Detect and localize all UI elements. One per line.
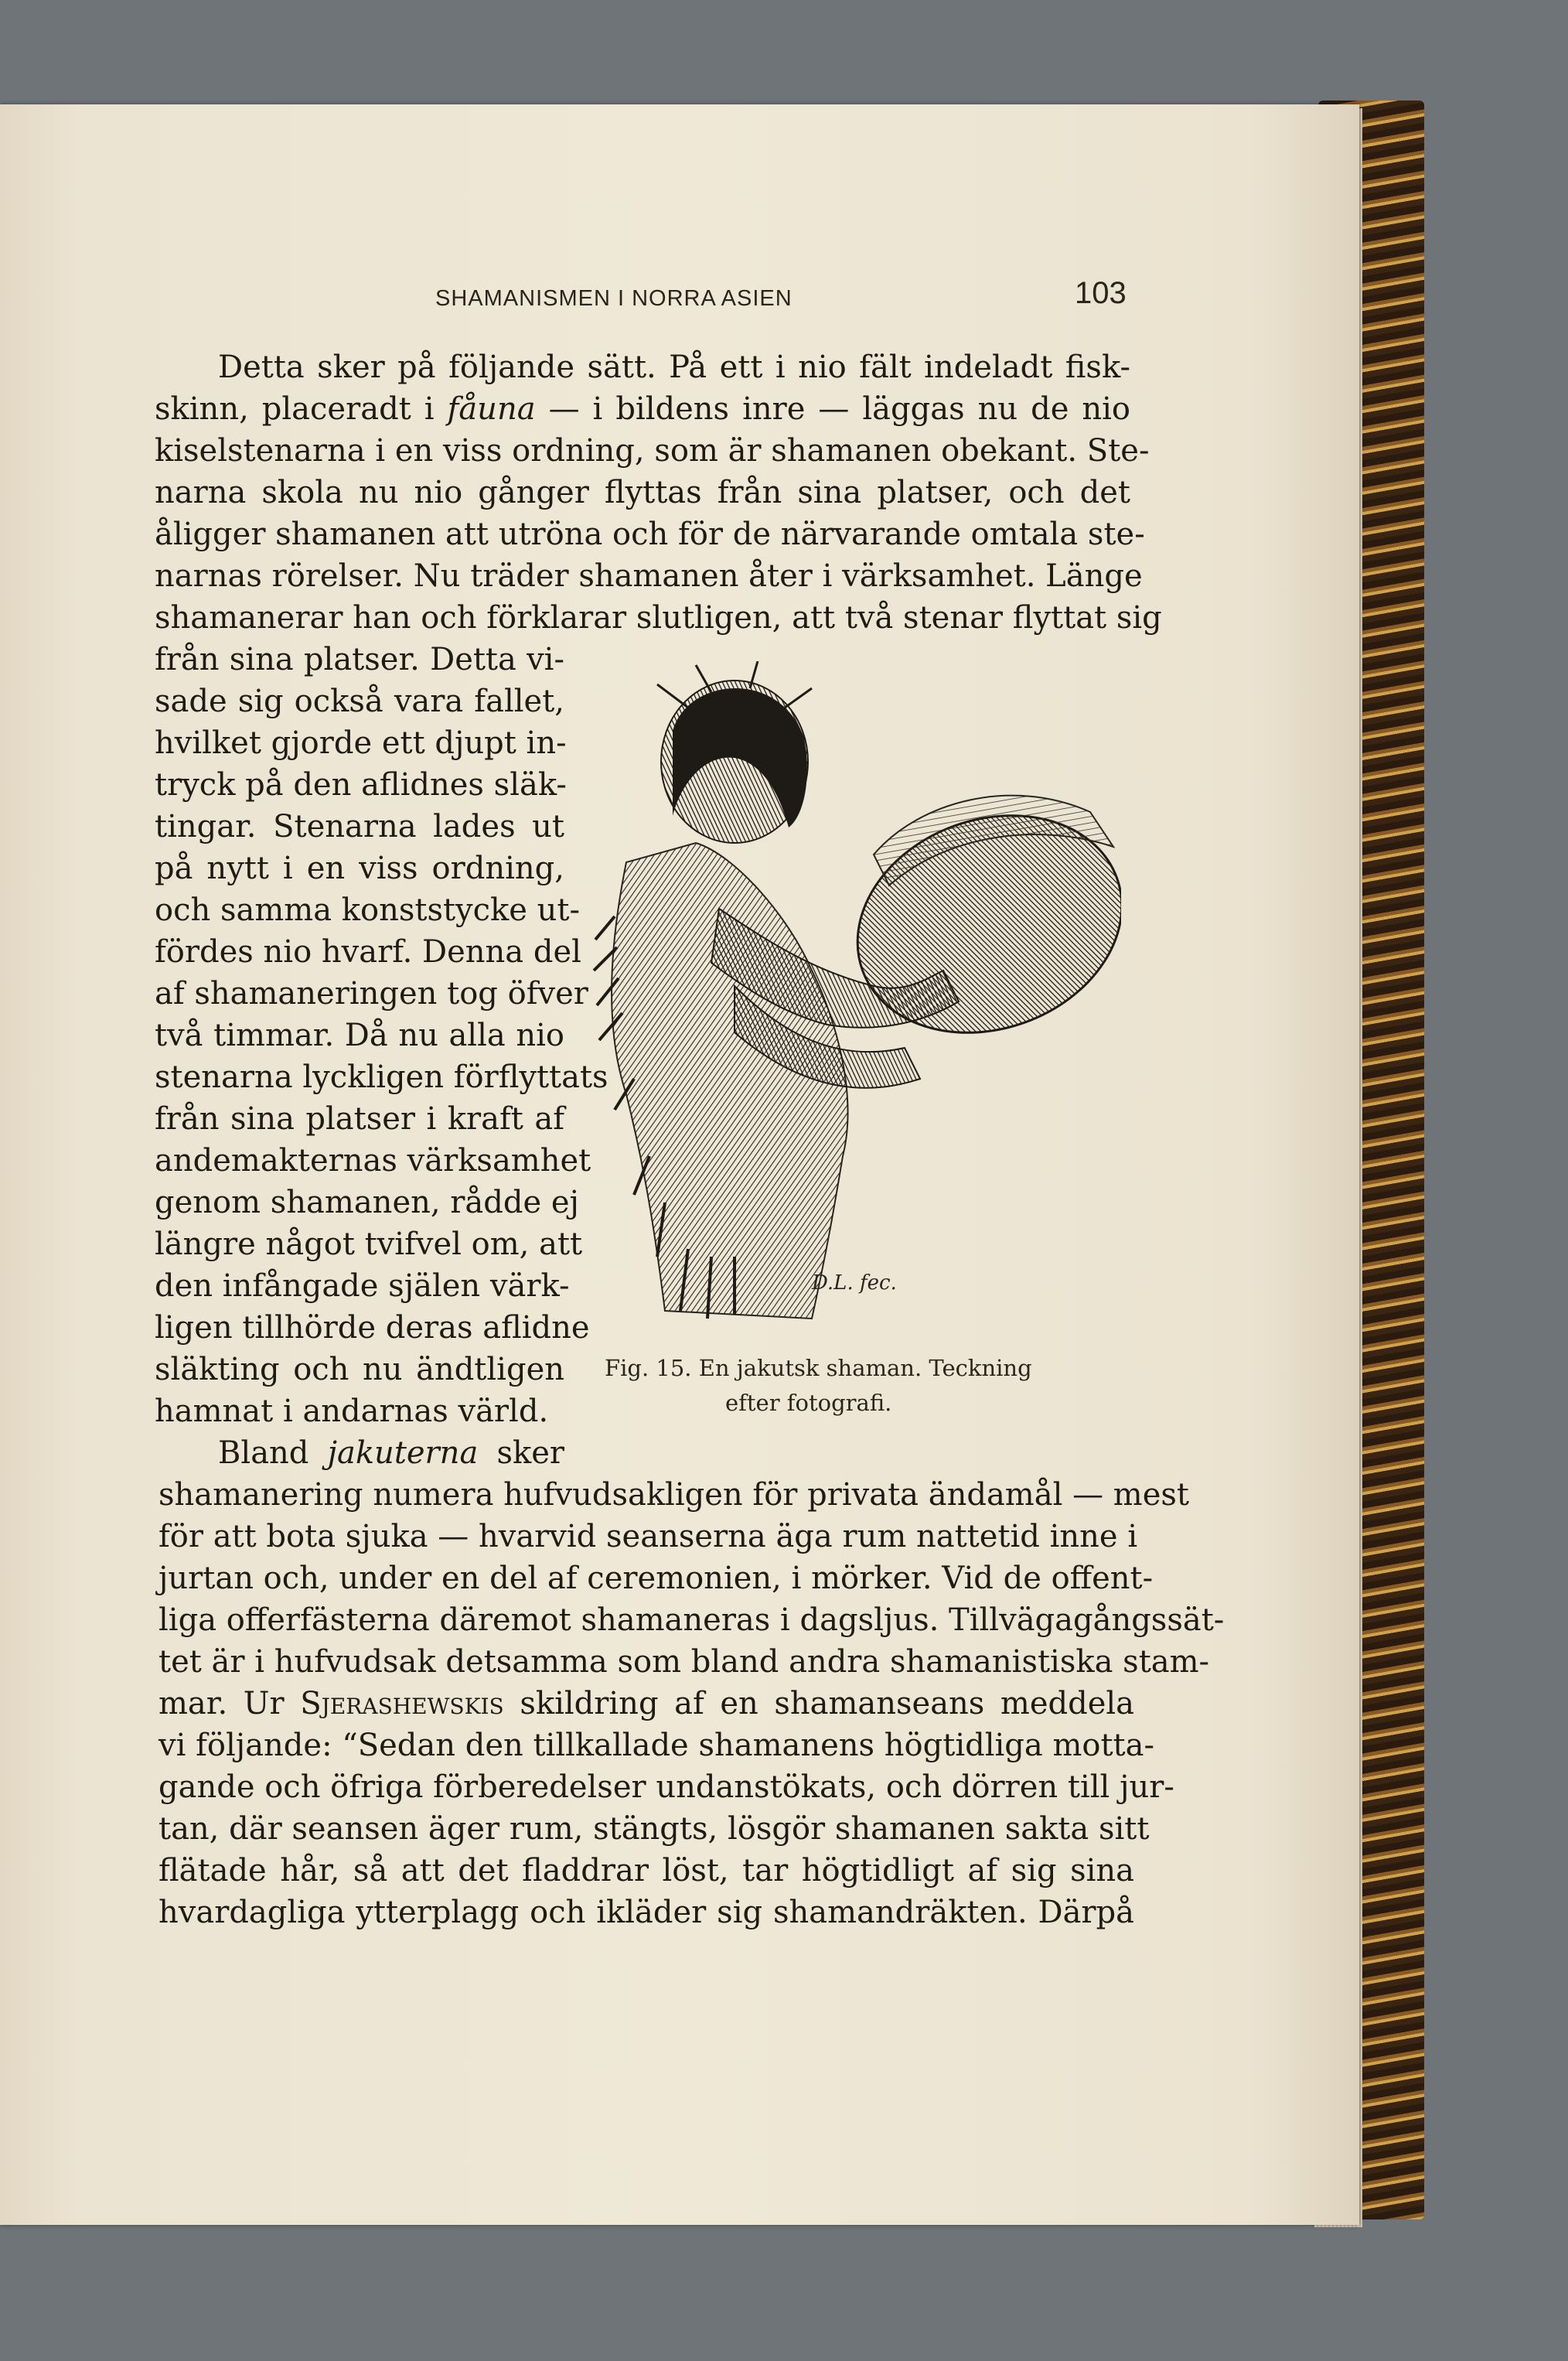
text-line: stenarna lyckligen förflyttats (155, 1059, 608, 1095)
text-line: tryck på den aflidnes släk- (155, 767, 567, 803)
text-line: narnas rörelser. Nu träder shamanen åter i värksamhet. Länge (155, 558, 1143, 594)
text-line: två timmar. Då nu alla nio (155, 1018, 564, 1053)
figure-caption-line-1: Fig. 15. En jakutsk shaman. Teckning (605, 1355, 1032, 1381)
text-line: gande och öfriga förberedelser undanstökats, och dörren till jur- (159, 1769, 1174, 1805)
text-line: åligger shamanen att utröna och för de närvarande omtala ste- (155, 517, 1145, 552)
text-line: och samma konststycke ut- (155, 892, 581, 928)
text-line: narna skola nu nio gånger flyttas från sina platser, och det (155, 475, 1130, 510)
text-line: shamanerar han och förklarar slutligen, att två stenar flyttat sig (155, 600, 1162, 636)
figure-caption-line-2: efter fotografi. (725, 1390, 892, 1416)
text-line: Bland jakuterna sker (218, 1435, 565, 1471)
text-line: längre något tvifvel om, att (155, 1227, 583, 1262)
text-line: shamanering numera hufvudsakligen för privata ändamål — mest (159, 1477, 1189, 1513)
text-line: för att bota sjuka — hvarvid seanserna äga rum nattetid inne i (159, 1519, 1138, 1554)
text-line: flätade hår, så att det fladdrar löst, tar högtidligt af sig sina (159, 1853, 1134, 1888)
text-line: hamnat i andarnas värld. (155, 1394, 549, 1429)
text-line: ligen tillhörde deras aflidne (155, 1310, 590, 1346)
text-line: sade sig också vara fallet, (155, 684, 564, 719)
text-line: från sina platser i kraft af (155, 1101, 564, 1137)
text-line: genom shamanen, rådde ej (155, 1185, 579, 1220)
artist-signature: D.L. fec. (812, 1271, 897, 1295)
text-line: tingar. Stenarna lades ut (155, 809, 564, 844)
text-line: släkting och nu ändtligen (155, 1352, 564, 1387)
text-line: hvilket gjorde ett djupt in- (155, 725, 567, 761)
text-line: kiselstenarna i en viss ordning, som är shamanen obekant. Ste- (155, 433, 1150, 469)
text-line: af shamaneringen tog öfver (155, 976, 588, 1012)
running-head-title: SHAMANISMEN I NORRA ASIEN (435, 286, 793, 311)
text-line: jurtan och, under en del af ceremonien, i mörker. Vid de offent- (159, 1561, 1154, 1596)
text-line: från sina platser. Detta vi- (155, 642, 564, 677)
text-line: mar. Ur Sjerashewskis skildring af en shamanseans meddela (159, 1686, 1135, 1721)
text-line: tet är i hufvudsak detsamma som bland andra shamanistiska stam- (159, 1644, 1210, 1680)
page-number: 103 (1075, 276, 1127, 310)
shaman-engraving (580, 661, 1121, 1342)
text-line: tan, där seansen äger rum, stängts, lösgör shamanen sakta sitt (159, 1811, 1150, 1847)
text-line: vi följande: “Sedan den tillkallade shamanens högtidliga motta- (159, 1728, 1154, 1763)
shaman-illustration (580, 661, 1121, 1342)
text-line: Detta sker på följande sätt. På ett i nio fält indeladt fisk- (218, 350, 1130, 385)
text-line: den infångade själen värk- (155, 1268, 570, 1304)
text-line: skinn, placeradt i fåuna — i bildens inre — läggas nu de nio (155, 391, 1131, 427)
text-line: andemakternas värksamhet (155, 1143, 591, 1179)
text-line: på nytt i en viss ordning, (155, 851, 564, 886)
text-line: hvardagliga ytterplagg och ikläder sig shamandräkten. Därpå (159, 1895, 1134, 1930)
text-line: fördes nio hvarf. Denna del (155, 934, 581, 970)
text-line: liga offerfästerna däremot shamaneras i dagsljus. Tillvägagångssät- (159, 1602, 1225, 1638)
